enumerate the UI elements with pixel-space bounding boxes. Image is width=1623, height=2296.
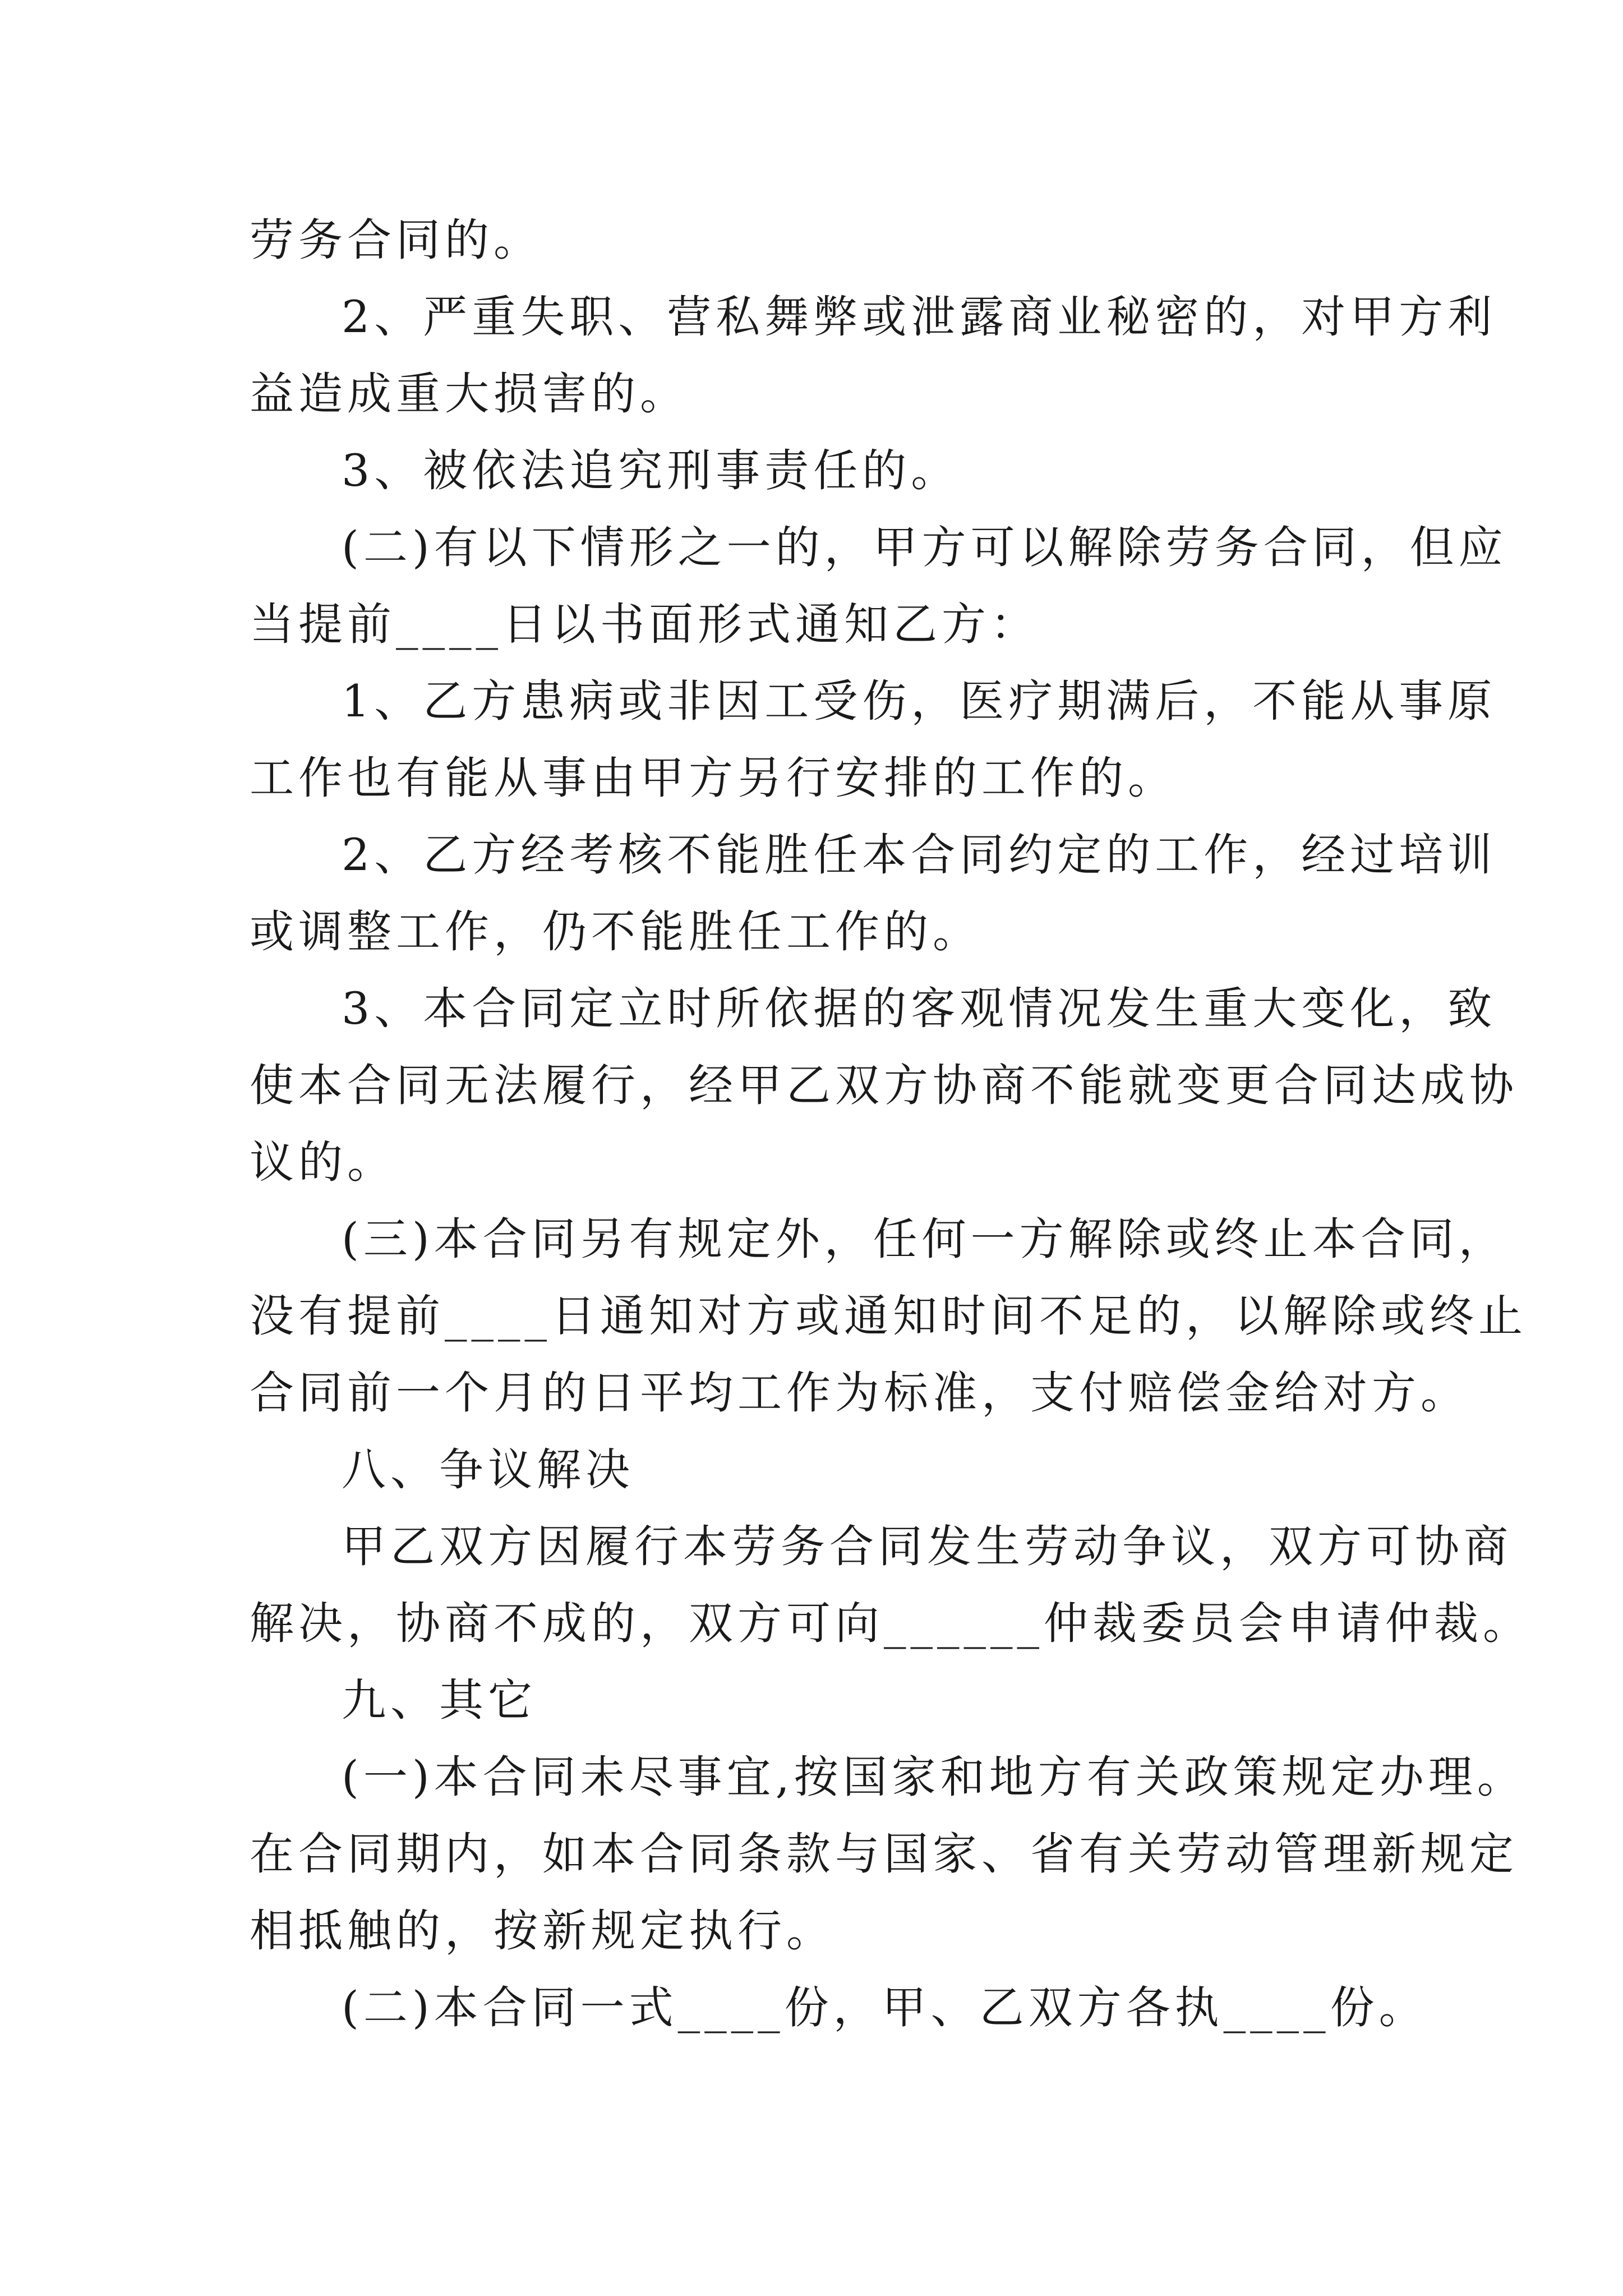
text-line: 使本合同无法履行，经甲乙双方协商不能就变更合同达成协 (250, 1060, 1518, 1111)
text-line: 相抵触的，按新规定执行。 (250, 1905, 835, 1957)
text-line: 3、被依法追究刑事责任的。 (342, 445, 960, 496)
text-line: 议的。 (250, 1137, 396, 1188)
text-line: 合同前一个月的日平均工作为标准，支付赔偿金给对方。 (250, 1367, 1469, 1419)
text-line: (三)本合同另有规定外，任何一方解除或终止本合同， (342, 1213, 1507, 1265)
section-heading: 八、争议解决 (342, 1444, 634, 1496)
text-line: 甲乙双方因履行本劳务合同发生劳动争议，双方可协商 (342, 1521, 1513, 1572)
text-line: 2、乙方经考核不能胜任本合同约定的工作，经过培训 (342, 829, 1497, 881)
text-line: 益造成重大损害的。 (250, 368, 689, 420)
text-line: 劳务合同的。 (250, 214, 542, 266)
text-line: 工作也有能从事由甲方另行安排的工作的。 (250, 752, 1177, 804)
text-line: (二)本合同一式____份，甲、乙双方各执____份。 (342, 1982, 1428, 2033)
text-line: 解决，协商不成的，双方可向______仲裁委员会申请仲裁。 (250, 1598, 1532, 1649)
document-body (250, 202, 1532, 2046)
text-line: 没有提前____日通知对方或通知时间不足的，以解除或终止 (250, 1290, 1527, 1342)
text-line: (一)本合同未尽事宜,按国家和地方有关政策规定办理。 (342, 1751, 1526, 1803)
text-line: 当提前____日以书面形式通知乙方： (250, 599, 1039, 650)
section-heading: 九、其它 (342, 1674, 537, 1726)
text-line: 或调整工作，仍不能胜任工作的。 (250, 906, 981, 958)
text-line: (二)有以下情形之一的，甲方可以解除劳务合同，但应 (342, 522, 1507, 573)
text-line: 2、严重失职、营私舞弊或泄露商业秘密的，对甲方利 (342, 291, 1497, 343)
text-line: 3、本合同定立时所依据的客观情况发生重大变化，致 (342, 983, 1497, 1034)
text-line: 在合同期内，如本合同条款与国家、省有关劳动管理新规定 (250, 1828, 1518, 1880)
text-line: 1、乙方患病或非因工受伤，医疗期满后，不能从事原 (342, 675, 1497, 727)
